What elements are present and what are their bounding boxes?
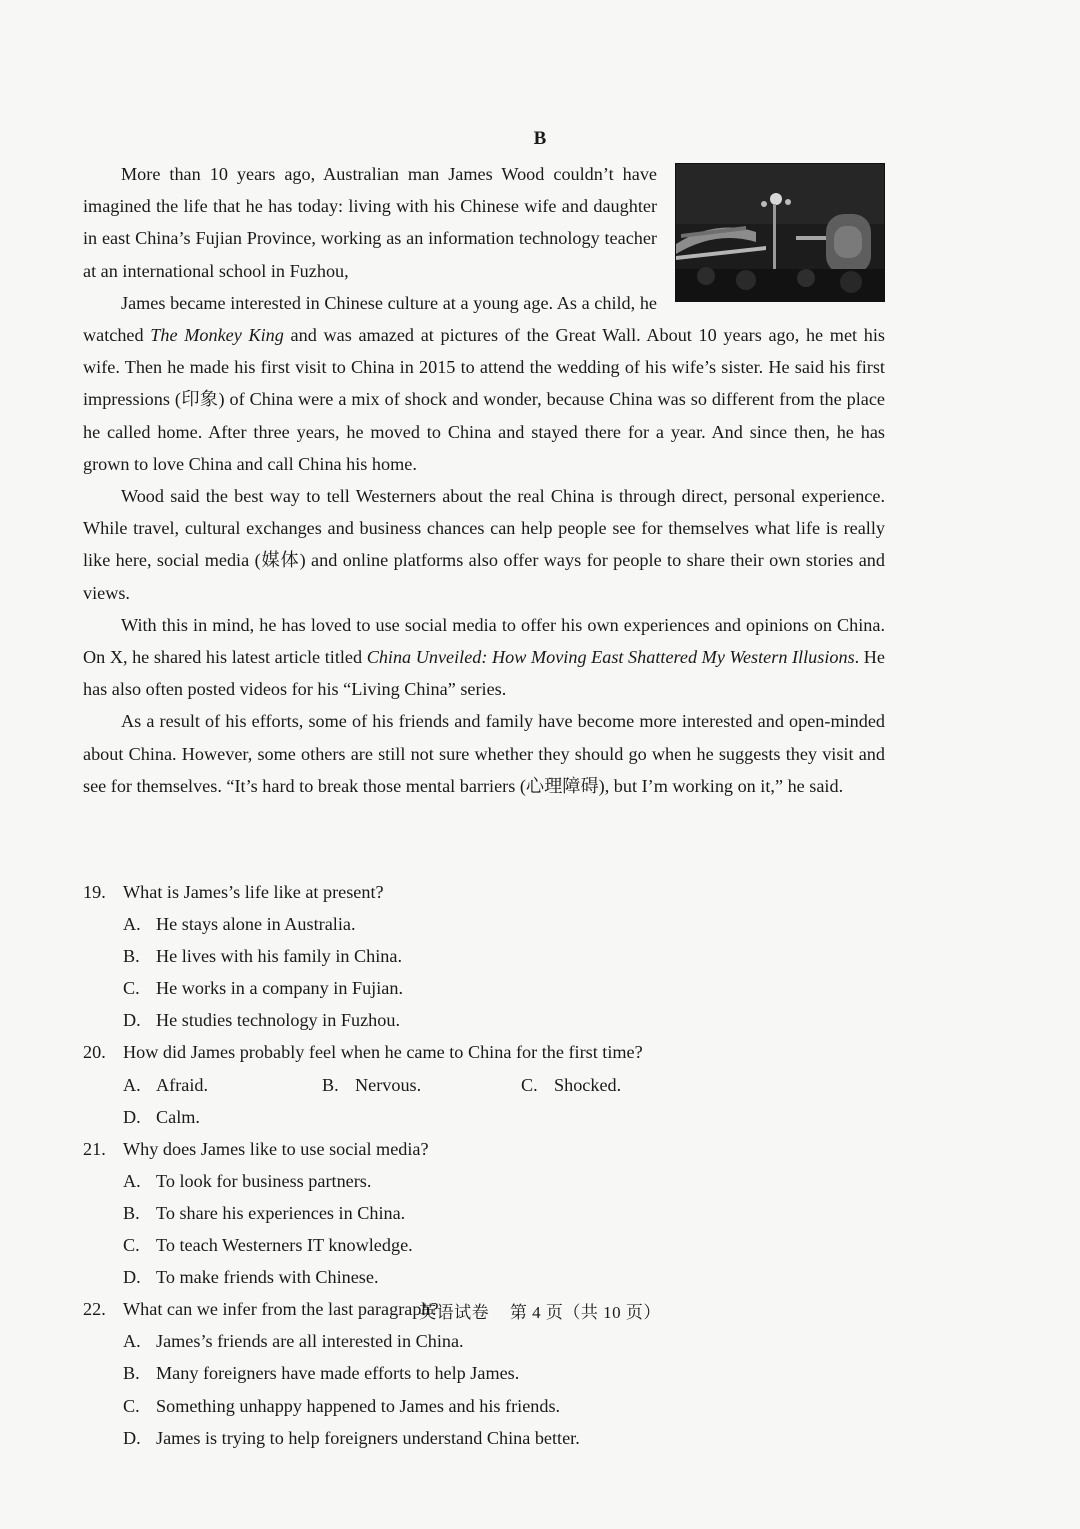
paragraph-2: James became interested in Chinese culture at a young age. As a child, he watched The Monkey King and was amazed at pictures of the Great Wall. About 10 years ago, he met his wife. Then he made his first visit to China in 2015 to attend the wedding of his wife’s sister. He said his first impressions (印象) of China were a mix of shock and wonder, because China was so different from the place he called home. After three years, he moved to China and stayed there for a year. And since then, he has grown to love China and call China his home.: [83, 292, 885, 474]
question-list: [83, 876, 885, 1454]
footer-subject: 英语试卷: [419, 1303, 490, 1322]
book-title: The Monkey King: [150, 325, 284, 346]
option-c[interactable]: C. He works in a company in Fujian.: [123, 978, 404, 999]
option-b[interactable]: B. To share his experiences in China.: [123, 1202, 406, 1223]
option-b[interactable]: B. He lives with his family in China.: [123, 946, 403, 967]
option-c[interactable]: C. To teach Westerners IT knowledge.: [123, 1235, 413, 1256]
question-21: [83, 1133, 885, 1293]
option-b[interactable]: B. Many foreigners have made efforts to help James.: [123, 1363, 520, 1384]
paragraph-4: With this in mind, he has loved to use social media to offer his own experiences and opinions on China. On X, he shared his latest article titled China Unveiled: How Moving East Shattered My Western Illusions. He has also often posted videos for his “Living China” series.: [83, 614, 885, 700]
option-a[interactable]: A. Afraid.: [123, 1074, 209, 1095]
page-footer: [0, 1298, 1080, 1323]
question-19: [83, 876, 885, 1036]
option-a[interactable]: A. He stays alone in Australia.: [123, 914, 356, 935]
question-number: 20.: [83, 1042, 106, 1063]
question-stem: What is James’s life like at present?: [123, 882, 384, 902]
option-c[interactable]: C. Shocked.: [521, 1074, 622, 1095]
paragraph-3: Wood said the best way to tell Westerners about the real China is through direct, personal experience. While travel, cultural exchanges and business chances can help people see for themselves what life is really like here, social media (媒体) and online platforms also offer ways for people to share their own stories and views.: [83, 486, 885, 603]
passage-photo: [675, 163, 885, 302]
option-d[interactable]: D. He studies technology in Fuzhou.: [123, 1010, 400, 1031]
question-number: 21.: [83, 1138, 106, 1159]
option-d[interactable]: D. To make friends with Chinese.: [123, 1267, 379, 1288]
question-stem: Why does James like to use social media?: [123, 1138, 429, 1159]
option-b[interactable]: B. Nervous.: [322, 1074, 422, 1095]
paragraph-5: As a result of his efforts, some of his friends and family have become more interested and open-minded about China. However, some others are still not sure whether they should go when he suggests they visit and see for themselves. “It’s hard to break those mental barriers (心理障碍), but I’m working on it,” he said.: [83, 711, 885, 796]
question-number: 19.: [83, 882, 106, 902]
night-scene-image: [676, 164, 884, 301]
question-stem: What can we infer from the last paragraph?: [123, 1299, 439, 1320]
question-20: [83, 1036, 885, 1132]
section-heading: B: [533, 128, 547, 149]
option-d[interactable]: D. Calm.: [123, 1106, 200, 1127]
option-d[interactable]: D. James is trying to help foreigners understand China better.: [123, 1427, 580, 1448]
option-a[interactable]: A. To look for business partners.: [123, 1170, 372, 1191]
reading-passage: [83, 158, 885, 802]
option-c[interactable]: C. Something unhappy happened to James and his friends.: [123, 1395, 561, 1416]
question-number: 22.: [83, 1299, 106, 1320]
option-a[interactable]: A. James’s friends are all interested in China.: [123, 1331, 464, 1352]
paragraph-1: More than 10 years ago, Australian man James Wood couldn’t have imagined the life that he has today: living with his Chinese wife and daughter in east China’s Fujian Province, working as an information technology teacher at an international school in Fuzhou,: [83, 164, 657, 281]
footer-page-number: 第 4 页（共 10 页）: [509, 1303, 661, 1322]
article-title: China Unveiled: How Moving East Shattered My Western Illusions: [366, 647, 855, 668]
question-stem: How did James probably feel when he came to China for the first time?: [123, 1042, 643, 1063]
